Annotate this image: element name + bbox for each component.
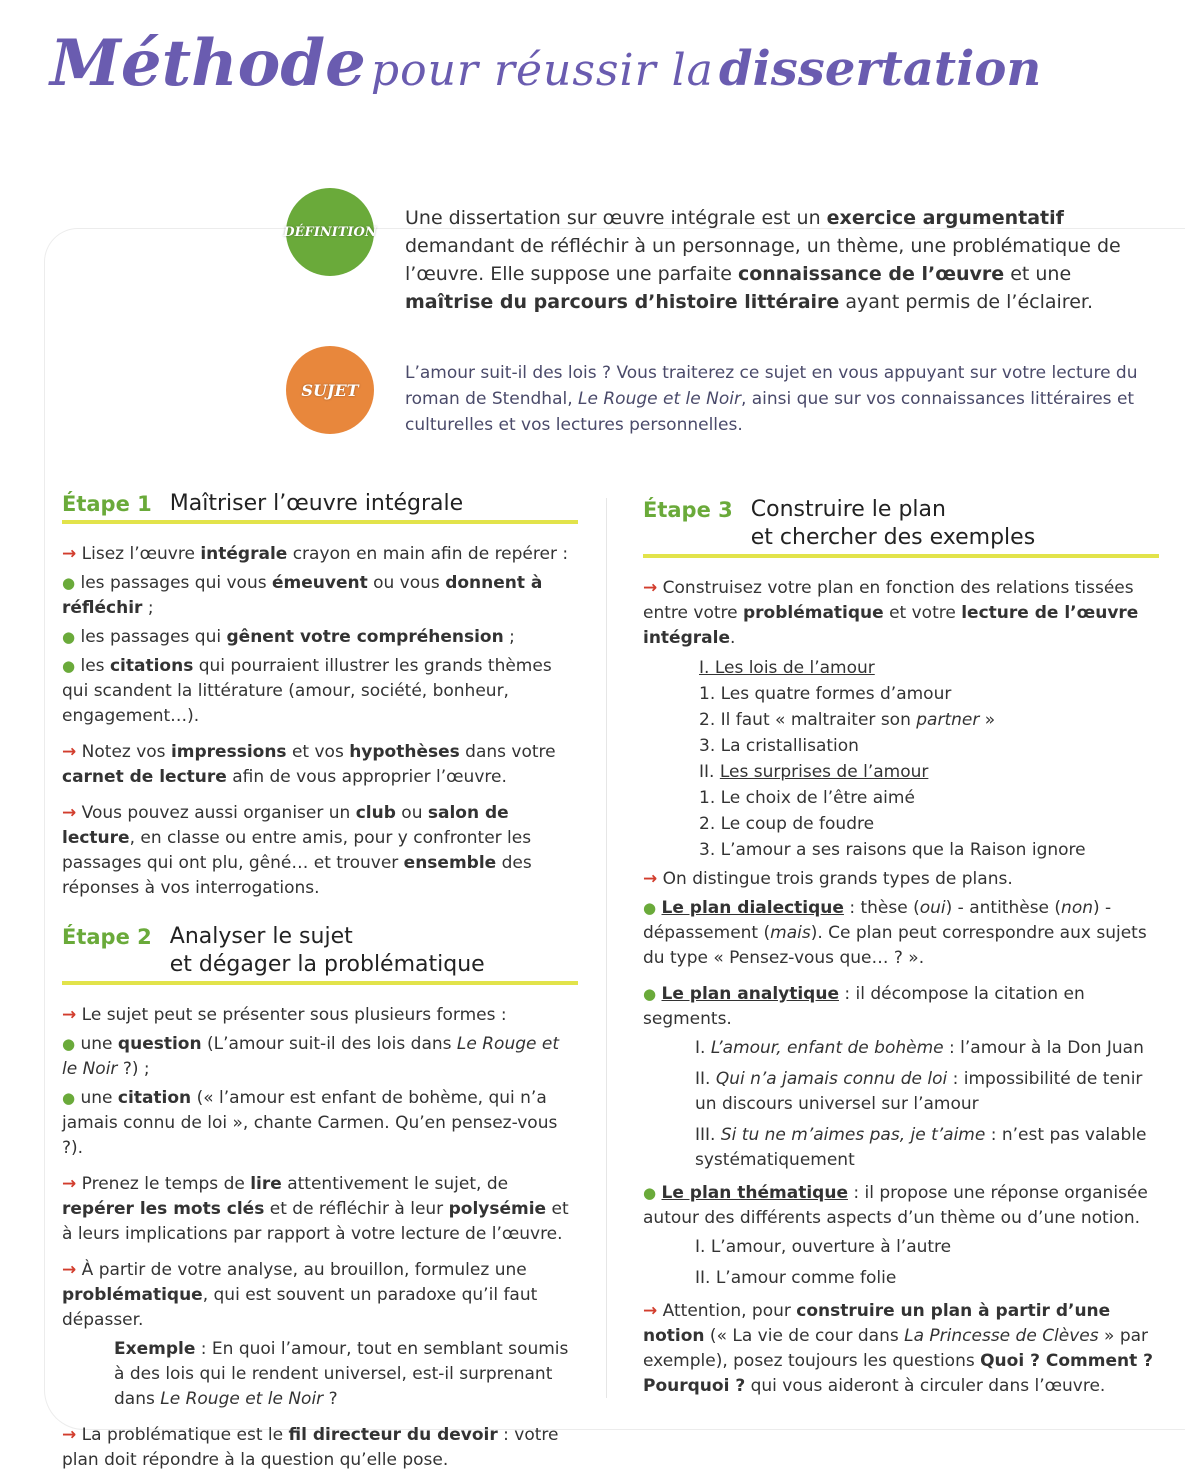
- etape1-number: Étape 1: [62, 492, 152, 516]
- etape1-paragraph: → Notez vos impressions et vos hypothèses dans votre carnet de lecture afin de vous approprier l’œuvre.: [62, 742, 556, 787]
- etape1-paragraph: → Vous pouvez aussi organiser un club ou salon de lecture, en classe ou entre amis, pour y confronter les passages qui ont plu, gêné… et trouver ensemble des réponses à vos interrogations.: [62, 803, 532, 898]
- etape1-title: Maîtriser l’œuvre intégrale: [169, 491, 464, 516]
- etape2-paragraph: → La problématique est le fil directeur du devoir : votre plan doit répondre à la question qu’elle pose.: [62, 1425, 559, 1470]
- plan-analytique: ● Le plan analytique : il décompose la citation en segments.: [643, 984, 1085, 1029]
- title-part3: dissertation: [718, 41, 1042, 97]
- arrow-icon: →: [62, 1260, 77, 1280]
- etape1-paragraph: → Lisez l’œuvre intégrale crayon en main afin de repérer :: [62, 544, 569, 564]
- bullet-icon: ●: [643, 899, 657, 917]
- etape3-heading: [643, 496, 1159, 558]
- etape2-paragraph: → Prenez le temps de lire attentivement le sujet, de repérer les mots clés et de réfléchir à leur polysémie et à leurs implications par rapport à votre lecture de l’œuvre.: [62, 1174, 569, 1244]
- etape2-paragraph: → Le sujet peut se présenter sous plusieurs formes :: [62, 1005, 507, 1025]
- title-part2: pour réussir la: [370, 45, 714, 96]
- plan-example: I. Les lois de l’amour 1. Les quatre formes d’amour 2. Il faut « maltraiter son partner » 3. La cristallisation II. Les surprises de l’amour 1. Le choix de l’être aimé 2. Le coup de foudre 3. L’amour a ses raisons que la Raison ignore: [699, 658, 1086, 860]
- etape1-bullet: ● les passages qui vous émeuvent ou vous donnent à réfléchir ;: [62, 573, 543, 618]
- plan-dialectique: ● Le plan dialectique : thèse (oui) - antithèse (non) - dépassement (mais). Ce plan peut correspondre aux sujets du type « Pensez-vous que… ? ».: [643, 898, 1147, 968]
- bullet-icon: ●: [62, 1035, 76, 1053]
- arrow-icon: →: [643, 578, 658, 598]
- etape3-paragraph: → Attention, pour construire un plan à partir d’une notion (« La vie de cour dans La Princesse de Clèves » par exemple), posez toujours les questions Quoi ? Comment ? Pourquoi ? qui vous aideront à circuler dans l’œuvre.: [643, 1301, 1153, 1396]
- etape1-bullet: ● les passages qui gênent votre compréhension ;: [62, 627, 515, 647]
- etape2-number: Étape 2: [62, 925, 152, 949]
- bullet-icon: ●: [62, 1089, 76, 1107]
- etape3-paragraph: → Construisez votre plan en fonction des relations tissées entre votre problématique et votre lecture de l’œuvre intégrale.: [643, 578, 1139, 648]
- etape3-paragraph: → On distingue trois grands types de plans.: [643, 869, 1013, 889]
- plan-thematique-items: I. L’amour, ouverture à l’autre II. L’amour comme folie: [695, 1237, 952, 1288]
- arrow-icon: →: [62, 544, 77, 564]
- arrow-icon: →: [62, 742, 77, 762]
- arrow-icon: →: [62, 1005, 77, 1025]
- etape2-paragraph: → À partir de votre analyse, au brouillon, formulez une problématique, qui est souvent un paradoxe qu’il faut dépasser.: [62, 1260, 538, 1330]
- etape2-bullet: ● une citation (« l’amour est enfant de bohème, qui n’a jamais connu de loi », chante Carmen. Qu’en pensez-vous ?).: [62, 1088, 558, 1158]
- bullet-icon: ●: [643, 1184, 657, 1202]
- bullet-icon: ●: [62, 657, 76, 675]
- arrow-icon: →: [643, 1301, 658, 1321]
- left-column: [62, 490, 578, 1484]
- etape3-title: Construire le plan et chercher des exemples: [750, 497, 1036, 550]
- etape2-example: Exemple : En quoi l’amour, tout en semblant soumis à des lois qui le rendent universel, est-il surprenant dans Le Rouge et le Noir ?: [114, 1339, 569, 1409]
- etape2-bullet: ● une question (L’amour suit-il des lois dans Le Rouge et le Noir ?) ;: [62, 1034, 560, 1079]
- sujet-badge: SUJET: [286, 346, 374, 434]
- arrow-icon: →: [62, 803, 77, 823]
- bullet-icon: ●: [643, 985, 657, 1003]
- page-title: [50, 26, 1041, 101]
- bullet-icon: ●: [62, 574, 76, 592]
- sujet-text: L’amour suit-il des lois ? Vous traiterez ce sujet en vous appuyant sur votre lecture du roman de Stendhal, Le Rouge et le Noir, ainsi que sur vos connaissances littéraires et culturelles et vos lectures personnelles.: [405, 363, 1138, 435]
- definition-badge: DÉFINITION: [286, 188, 374, 276]
- arrow-icon: →: [62, 1174, 77, 1194]
- etape1-heading: [62, 490, 578, 524]
- etape2-heading: [62, 923, 578, 985]
- arrow-icon: →: [643, 869, 658, 889]
- plan-analytique-items: I. L’amour, enfant de bohème : l’amour à la Don Juan II. Qui n’a jamais connu de loi : impossibilité de tenir un discours universel sur l’amour III. Si tu ne m’aimes pas, je t’aime : n’est pas valable systématiquement: [695, 1038, 1147, 1170]
- bullet-icon: ●: [62, 628, 76, 646]
- definition-text: Une dissertation sur œuvre intégrale est un exercice argumentatif demandant de réfléchir à un personnage, un thème, une problématique de l’œuvre. Elle suppose une parfaite connaissance de l’œuvre et une maîtrise du parcours d’histoire littéraire ayant permis de l’éclairer.: [405, 207, 1121, 313]
- title-part1: Méthode: [50, 26, 366, 101]
- etape1-bullet: ● les citations qui pourraient illustrer les grands thèmes qui scandent la littérature (amour, société, bonheur, engagement…).: [62, 656, 552, 726]
- arrow-icon: →: [62, 1425, 77, 1445]
- right-column: [643, 496, 1159, 1410]
- etape2-title: Analyser le sujet et dégager la problématique: [169, 924, 485, 977]
- plan-thematique: ● Le plan thématique : il propose une réponse organisée autour des différents aspects d’un thème ou d’une notion.: [643, 1183, 1148, 1228]
- etape3-number: Étape 3: [643, 498, 733, 522]
- column-divider: [606, 498, 607, 1398]
